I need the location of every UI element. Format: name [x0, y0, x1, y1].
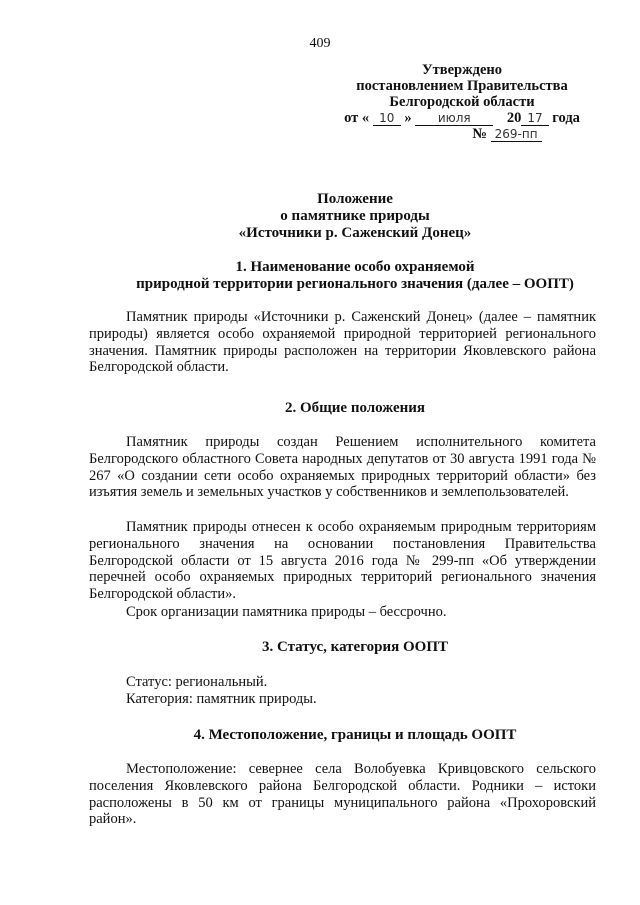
- section-2-heading: [0, 400, 640, 417]
- title-line-1: Положение: [317, 191, 393, 207]
- date-mid: »: [404, 110, 412, 126]
- approval-stamp: [342, 62, 582, 142]
- section-2-paragraph-2: Памятник природы отнесен к особо охраняемым природным территориям регионального значения на основании постановления Правительства Белгородской области от 15 августа 2016 года № 299-пп «Об утверждении перечней особо охраняемых природных территорий регионального значения Белгородской области».: [89, 519, 596, 603]
- approval-line-region: Белгородской области: [389, 94, 535, 110]
- section-4-paragraph: Местоположение: севернее села Волобуевка Кривцовского сельского поселения Яковлевского района Белгородской области. Родники – истоки расположены в 50 км от границы муниципального района «Прохоровский район».: [89, 761, 596, 828]
- section-1-heading-line-1: 1. Наименование особо охраняемой: [235, 259, 475, 275]
- section-2-paragraph-3: Срок организации памятника природы – бессрочно.: [126, 604, 447, 620]
- date-suffix: года: [552, 110, 580, 126]
- section-3-heading-text: 3. Статус, категория ООПТ: [261, 639, 448, 655]
- document-title: [0, 191, 640, 242]
- date-year-suffix: 17: [521, 112, 548, 126]
- section-4-heading-text: 4. Местоположение, границы и площадь ООПТ: [193, 727, 517, 743]
- section-3-category: Категория: памятник природы.: [126, 691, 317, 707]
- section-2-paragraph-1: Памятник природы создан Решением исполнительного комитета Белгородского областного Совета народных депутатов от 30 августа 1991 года № 267 «О создании сети особо охраняемых природных территорий области» без изъятия земель и земельных участков у собственников и землепользователей.: [89, 434, 596, 501]
- number-prefix: №: [472, 126, 487, 142]
- date-day: 10: [373, 112, 401, 126]
- date-month: июля: [415, 112, 493, 126]
- title-line-3: «Источники р. Саженский Донец»: [238, 225, 472, 241]
- section-1-paragraph: Памятник природы «Источники р. Саженский Донец» (далее – памятник природы) является особо охраняемой природной территорией регионального значения. Памятник природы расположен на территории Яковлевского района Белгородской области.: [89, 309, 596, 376]
- approval-date: [342, 110, 582, 126]
- section-3-heading: [0, 639, 640, 656]
- section-1-heading-line-2: природной территории регионального значения (далее – ООПТ): [136, 276, 574, 292]
- approval-line-resolution: постановлением Правительства: [356, 78, 568, 94]
- date-year-prefix: 20: [506, 110, 522, 126]
- resolution-number: 269-пп: [491, 128, 542, 142]
- section-3-status: Статус: региональный.: [126, 674, 268, 690]
- title-line-2: о памятнике природы: [280, 208, 430, 224]
- approval-number: [342, 126, 582, 142]
- section-4-heading: [0, 727, 640, 744]
- approval-line-approved: Утверждено: [422, 62, 502, 78]
- date-prefix: от «: [344, 110, 370, 126]
- section-1-heading: [0, 259, 640, 293]
- section-2-heading-text: 2. Общие положения: [284, 400, 426, 416]
- page-number: 409: [309, 36, 331, 51]
